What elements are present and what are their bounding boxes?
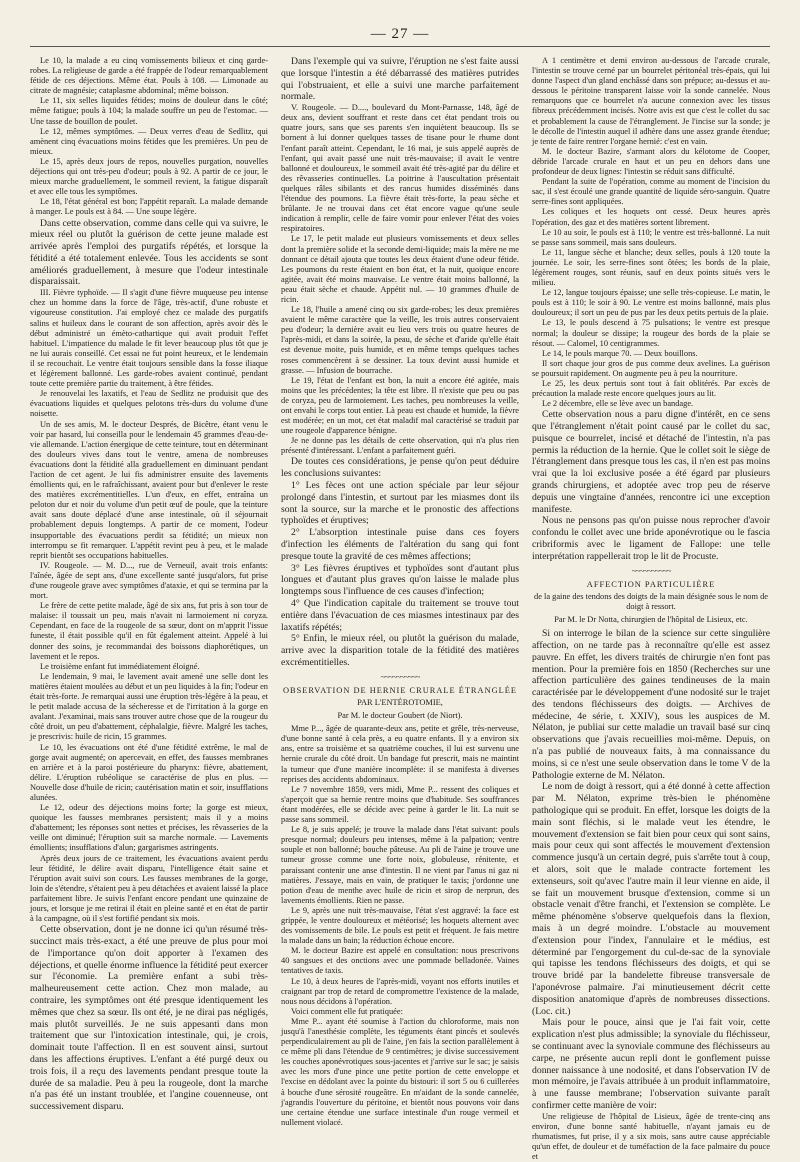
column-right bbox=[532, 56, 770, 1162]
paragraph: M. le docteur Bazire est appelé en consultation: nous prescrivons 40 sangsues et des onctions avec une pommade belladonée. Vaines tentatives de taxis. bbox=[281, 946, 519, 976]
section-heading: OBSERVATION DE HERNIE CRURALE ÉTRANGLÉE bbox=[282, 685, 518, 695]
paragraph: Les coliques et les hoquets ont cessé. Deux heures après l'opération, des gaz et des matières sortent librement. bbox=[532, 207, 770, 227]
paragraph: Une religieuse de l'hôpital de Lisieux, âgée de trente-cinq ans environ, d'une bonne santé habituelle, n'ayant jamais eu de rhumatismes, fut prise, il y a six mois, sans autre cause appréciable qu'un effet, de douleur et de tuméfaction de la face palmaire du pouce et bbox=[532, 1111, 770, 1162]
paragraph: Nous ne pensons pas qu'on puisse nous reprocher d'avoir confondu le collet avec une bride aponévrotique ou le fascia cribriformis avec le ligament de Fallope: une telle interprétation rappellerait trop le lit de Procuste. bbox=[532, 515, 770, 562]
paragraph: Le lendemain, 9 mai, le lavement avait amené une selle dont les matières étaient moulées au début et un peu liquides à la fin; l'odeur en était très-forte. Je remarquai aussi une éruption très-légère à la peau, et le petit malade accusa de la sécheresse et de l'irritation à la gorge en avalant. J'examinai, mais sans trouver autre chose que de la rougeur du côté droit, un peu d'abattement, céphalalgie, fièvre. Malgré les taches, je prescrivis: huile de ricin, 15 grammes. bbox=[30, 671, 268, 742]
section-byline: Par M. le Dr Notta, chirurgien de l'hôpital de Lisieux, etc. bbox=[554, 615, 748, 625]
paragraph: Le 10 au soir, le pouls est à 110; le ventre est très-ballonné. La nuit se passe sans sommeil, mais sans douleurs. bbox=[532, 227, 770, 247]
paragraph: Pendant la suite de l'opération, comme au moment de l'incision du sac, il s'est écoulé une grande quantité de liquide séro-sanguin. Quatre serre-fines sont appliquées. bbox=[532, 177, 770, 207]
page-header bbox=[0, 20, 800, 56]
section-byline: PAR L'ENTÉROTOMIE, bbox=[357, 698, 443, 707]
paragraph: Dans cette observation, comme dans celle qui va suivre, le mieux réel ou plutôt la guérison de cette jeune malade est arrivée après l'emploi des purgatifs répétés, et lorsque la fétidité a été totalement enlevée. Tous les accidents se sont améliorés graduellement, à mesure que l'odeur intestinale disparaissait. bbox=[30, 217, 268, 288]
page-number: — 27 — bbox=[370, 26, 430, 42]
paragraph: Le 10, à deux heures de l'après-midi, voyant nos efforts inutiles et craignant par trop de retard de compromettre l'existence de la malade, nous nous décidons à l'opération. bbox=[281, 976, 519, 1006]
paragraph: M. le docteur Bazire, s'armant alors du kélotome de Cooper, débride l'arcade crurale en haut et un peu en dehors dans une profondeur de deux lignes: l'intestin se réduit sans difficulté. bbox=[532, 146, 770, 177]
paragraph: Le 12, langue toujours épaisse; une selle très-copieuse. Le matin, le pouls est à 110; le soir à 90. Le ventre est moins ballonné, mais plus douloureux; il sort un peu de pus par les deux petits pertuis de la plaie. bbox=[532, 288, 770, 318]
paragraph: Le 18, l'état général est bon; l'appétit reparaît. La malade demande à manger. Le pouls est à 84. — Une soupe légère. bbox=[30, 197, 268, 217]
paragraph: Le 12, odeur des déjections moins forte; la gorge est mieux, quoique les fausses membranes persistent; mais il y a moins d'abattement; les réponses sont nettes et précises, les rêvasseries de la veille ont diminué; l'éruption suit sa marche normale. — Lavements émollients; insufflations d'alun; gargarismes astringents. bbox=[30, 803, 268, 853]
paragraph: Le 10, la malade a eu cinq vomissements bilieux et cinq garde-robes. La religieuse de garde a été frappée de l'odeur remarquablement fétide de ces déjections. Même état. Pouls à 108. — Limonade au citrate de magnésie; cataplasme abdominal; même boisson. bbox=[30, 56, 268, 96]
paragraph: Si on interroge le bilan de la science sur cette singulière affection, on ne tarde pas à reconnaître qu'elle est assez pauvre. En effet, les divers traités de chirurgie n'en font pas mention. Pour la première fois en 1850 (Recherches sur une affection particulière des gaines tendineuses de la main caractérisée par le développement d'une nodosité sur le trajet des tendons fléchisseurs des doigts. — Archives de médecine, 4e série, t. XXIV), sous les auspices de M. Nélaton, je publiai sur cette maladie un travail basé sur cinq observations que j'avais recueillies moi-même. Depuis, on n'a pas publié de nouveaux faits, à ma connaissance du moins, si ce n'est une seule observation dans le tome V de la Pathologie externe de M. Nélaton. bbox=[532, 628, 770, 781]
paragraph: Le 12, mêmes symptômes. — Deux verres d'eau de Sedlitz, qui amènent cinq évacuations moins fétides que les premières. Un peu de mieux. bbox=[30, 126, 268, 156]
paragraph: Cette observation, dont je ne donne ici qu'un résumé très-succinct mais très-exact, a été une preuve de plus pour moi de l'importance qu'on doit apporter à l'examen des déjections, et quelle énorme influence la fétidité peut exercer sur l'économie. La première enfant a subi très-malheureusement cette action. Chez mon malade, au contraire, les symptômes ont été presque identiquement les mêmes que chez sa sœur. Ils ont été, je ne dirai pas négligés, mais plutôt surveillés. Je ne suis appesanti dans mon traitement que sur l'intoxication intestinale, qui, je crois, dominait toute l'affection. Il en est souvent ainsi, surtout dans les affections éruptives. L'enfant a été purgé deux ou trois fois, il a reçu des lavements pendant presque toute la durée de sa maladie. Peu à peu la rougeole, dont la marche n'a pas été un instant troublée, et l'angine couenneuse, ont successivement disparu. bbox=[30, 924, 268, 1113]
paragraph: Le 14, le pouls marque 70. — Deux bouillons. bbox=[542, 348, 698, 358]
paragraph: Cette observation nous a paru digne d'intérêt, en ce sens que l'étranglement n'était point causé par le collet du sac, puisque ce bourrelet, incisé et détaché de l'intestin, n'a pas permis la réduction de la hernie. Que le collet soit le siège de l'étranglement dans presque tous les cas, il n'en est pas moins vrai que la loi exclusive posée a été égard par plusieurs grands chirurgiens, et adoptée avec trop peu de réserve depuis une vingtaine d'années, rencontre ici une exception manifeste. bbox=[532, 409, 770, 515]
paragraph: Un de ses amis, M. le docteur Després, de Bicêtre, étant venu le voir par hasard, lui conseilla pour le lendemain 45 grammes d'eau-de-vie allemande. L'action énergique de cette teinture, tout en déterminant des douleurs vives dans tout le ventre, amena de nombreuses évacuations dont la fétidité alla graduellement en diminuant pendant l'action de cet agent. Je lui fis administrer ensuite des lavements émollients qui, en le rafraîchissant, avaient pour but d'enlever le reste des matières excrémentitielles. L'un d'eux, en effet, entraîna un peloton dur et noir du volume d'un petit œuf de poule, que la teinture avait sans doute déplacé d'une anse intestinale, où il séjournait probablement depuis longtemps. A partir de ce moment, l'odeur insupportable des évacuations perdit sa fétidité; un mieux non interrompu se fit remarquer. L'appétit revint peu à peu, et le malade reprit bientôt ses occupations habituelles. bbox=[30, 419, 268, 560]
paragraph: Le troisième enfant fut immédiatement éloigné. bbox=[40, 661, 200, 671]
paragraph: Le 25, les deux pertuis sont tout à fait oblitérés. Par excès de précaution la malade reste encore quelques jours au lit. bbox=[532, 379, 770, 399]
paragraph: Il sort chaque jour gros de pus comme deux avelines. La guérison se poursuit rapidement. On augmente peu à peu la nourriture. bbox=[532, 358, 770, 378]
paragraph: A 1 centimètre et demi environ au-dessous de l'arcade crurale, l'intestin se trouve cerné par un bourrelet péritonéal très-épais, qui lui donne l'aspect d'un gland enchâssé dans son prépuce; au-dessus et au-dessous le péritoine transparent laisse voir la sonde cannelée. Nous remarquons que ce bourrelet n'a aucune connexion avec les tissus fibreux précédemment incisés. Notre avis est que c'est le collet du sac et probablement la cause de l'étranglement. Je l'incise sur la sonde; je le décolle de l'intestin auquel il adhère dans une assez grande étendue; je tente de faire rentrer l'organe hernié: c'est en vain. bbox=[532, 56, 770, 146]
text-columns bbox=[30, 56, 774, 1162]
paragraph: Le frère de cette petite malade, âgé de six ans, fut pris à son tour de malaise: il toussait un peu, mais n'avait ni larmoiement ni coryza. Cependant, en face de la rougeole de sa sœur, dont on m'apprit l'issue funeste, il était possible qu'il en fût également atteint. Appelé à lui donner des soins, je recommandai des boissons diaphorétiques, un lavement et le repos. bbox=[30, 601, 268, 661]
paragraph: Le 7 novembre 1859, vers midi, Mme P... ressent des coliques et s'aperçoit que sa hernie rentre moins que d'habitude. Ses souffrances étant modérées, elle se décide avec peine à garder le lit. La nuit se passe sans sommeil. bbox=[281, 784, 519, 825]
paragraph: Le 18, l'huile a amené cinq ou six garde-robes; les deux premières avaient le même caractère que la veille, les trois autres conservaient peu d'odeur; la dernière avait eu lieu vers trois ou quatre heures de l'après-midi, et dans la soirée, la peau, de sèche et d'aride qu'elle était est devenue moite, puis humide, et en même temps quelques taches roses commencèrent à se dessiner. La toux devint aussi humide et grasse. — Infusion de bourrache. bbox=[281, 305, 519, 375]
paragraph: Le 8, je suis appelé; je trouve la malade dans l'état suivant: pouls presque normal; douleurs peu intenses, même à la palpation; ventre souple et non ballonné; bouche pâteuse. Au pli de l'aine je trouve une tumeur grosse comme une forte noix, globuleuse, rénitente, et paraissant contenir une anse d'intestin. Il ne vient par l'anus ni gaz ni matières. J'essaye, mais en vain, de pratiquer le taxis; j'ordonne une potion d'eau de menthe avec huile de ricin et sirop de nerprun, des lavements émollients. Rien ne passe. bbox=[281, 825, 519, 905]
section-byline: Par M. le docteur Goubert (de Niort). bbox=[337, 711, 463, 721]
section-byline: de la gaine des tendons des doigts de la main désignée sous le nom de doigt à ressort. bbox=[534, 591, 768, 611]
paragraph: Le 10, les évacuations ont été d'une fétidité extrême, le mal de gorge avait augmenté; on apercevait, en effet, des fausses membranes en arrière et à la paroi postérieure du pharynx: fièvre, abattement, délire. L'éruption rubéolique se caractérise de plus en plus. — Nouvelle dose d'huile de ricin; cautérisation matin et soir, insufflations alunées. bbox=[30, 742, 268, 802]
paragraph: Le 17, le petit malade eut plusieurs vomissements et deux selles dont la première solide et la seconde demi-liquide; mais la mère ne me donnant ce détail ajouta que toutes les deux étaient d'une odeur fétide. Les poumons du reste étaient en bon état, et la nuit, quoique encore agitée, avait été moins mauvaise. Le ventre était moins ballonné, la peau était sèche et chaude. Appétit nul. — 10 grammes d'huile de ricin. bbox=[281, 234, 519, 304]
paragraph: 2° L'absorption intestinale puise dans ces foyers d'infection les éléments de l'altération du sang qui font presque toute la gravité de ces mêmes affections; bbox=[281, 527, 519, 562]
paragraph: Le 11, langue sèche et blanche; deux selles, pouls à 120 toute la journée. Le soir, les serre-fines sont ôtées; les bords de la plaie, légèrement rouges, sont réunis, sauf en deux points situés vers le milieu. bbox=[532, 247, 770, 288]
section-heading: AFFECTION PARTICULIÈRE bbox=[586, 579, 716, 589]
section-ornament: ~~~~~~~~~~ bbox=[631, 565, 671, 576]
column-middle bbox=[281, 56, 519, 1162]
paragraph: Le 19, l'état de l'enfant est bon, la nuit a encore été agitée, mais moins que les précédentes; la tête est libre. Il n'existe que peu ou pas de coryza, peu de larmoiement. Les taches, peu nombreuses la veille, ont envahi le corps tout entier. Là peau est chaude et humide, la fièvre est modérée; en un mot, cet état maladif mal caractérisé se traduit par une rougeole d'apparence bénigne. bbox=[281, 375, 519, 436]
paragraph: Le nom de doigt à ressort, qui a été donné à cette affection par M. Nélaton, exprime très-bien le phénomène pathologique qui se produit. En effet, lorsque les doigts de la main sont fléchis, si le malade veut les étendre, le mouvement d'extension se fait bien pour ceux qui sont sains, mais pour ceux qui sont affectés le mouvement d'extension commence jusqu'à un certain degré, puis s'arrête tout à coup, et alors, soit que le malade contracte fortement les extenseurs, soit qu'avec l'autre main il leur vienne en aide, il se fait un mouvement brusque d'extension, comme si un obstacle venait d'être franchi, et l'extension se complète. Le même phénomène s'observe quelquefois dans la flexion, mais à un degré moindre. L'obstacle au mouvement d'extension pour l'index, l'annulaire et le médius, est déterminé par l'engorgement du cul-de-sac de la synoviale qui tapisse les tendons fléchisseurs des doigts, et qui se trouve bridé par la bandelette fibreuse transversale de l'aponévrose palmaire. J'ai minutieusement décrit cette disposition anatomique d'après de nombreuses dissections. (Loc. cit.) bbox=[532, 781, 770, 1017]
paragraph: Je ne donne pas les détails de cette observation, qui n'a plus rien présenté d'intéressant. L'enfant a parfaitement guéri. bbox=[281, 436, 519, 456]
paragraph: 4° Que l'indication capitale du traitement se trouve tout entière dans l'évacuation de ces miasmes intestinaux par des laxatifs répétés; bbox=[281, 598, 519, 633]
paragraph: Mme P... ayant été soumise à l'action du chloroforme, mais non jusqu'à l'anesthésie complète, les téguments étant pincés et soulevés perpendiculairement au pli de l'aine, j'en fais la section parallèlement à ce même pli dans l'étendue de 9 centimètres; je divise successivement les couches aponévrotiques sous-jacentes et j'arrive sur le sac; je saisis avec les mors d'une pince une petite portion de cette enveloppe et l'excise en dédolant avec la pointe du bistouri: il sort 5 ou 6 cuillerées à bouche d'une sérosité rougeâtre. En m'aidant de la sonde cannelée, j'agrandis l'ouverture du péritoine, et bientôt nous pouvons voir dans une certaine étendue une surface intestinale d'un rouge vermeil et nullement violacé. bbox=[281, 1016, 519, 1127]
paragraph: Voici comment elle fut pratiquée: bbox=[291, 1006, 403, 1016]
paragraph: Mme P..., âgée de quarante-deux ans, petite et grêle, très-nerveuse, d'une bonne santé à cela près, a eu quatre enfants. Il y a environ six ans, entre sa troisième et sa quatrième couches, il lui est survenu une hernie crurale du côté droit. Un bandage fut prescrit, mais ne maintint la tumeur que d'une manière incomplète: il se manifesta à diverses reprises des accidents abdominaux. bbox=[281, 724, 519, 784]
paragraph: III. Fièvre typhoïde. — Il s'agit d'une fièvre muqueuse peu intense chez un homme dans la force de l'âge, très-actif, d'une robuste et vigoureuse constitution. J'ai employé chez ce malade des purgatifs salins et huileux dans le courant de son affection, après avoir dès le début administré un émèto-cathartique qui avait produit l'effet habituel. L'impatience du malade le fit lever beaucoup plus tôt que je ne lui aurais conseillé. Cet essai ne fut point heureux, et le lendemain il se recouchait. Le ventre était toujours sensible dans la fosse iliaque et légèrement ballonné. Les garde-robes avaient continué, pendant toute cette première partie du traitement, à être fétides. bbox=[30, 288, 268, 389]
paragraph: Le 2 décembre, elle se lève avec un bandage. bbox=[542, 399, 694, 409]
paragraph: 1° Les fèces ont une action spéciale par leur séjour prolongé dans l'intestin, et surtout par les miasmes dont ils sont la source, sur la marche et le pronostic des affections typhoïdes et éruptives; bbox=[281, 480, 519, 527]
paragraph: 5° Enfin, le mieux réel, ou plutôt la guérison du malade, arrive avec la disparition totale de la fétidité des matières excrémentitielles. bbox=[281, 633, 519, 669]
paragraph: Le 13, le pouls descend à 75 pulsations; le ventre est presque normal; la douleur se dissipe; la rougeur des bords de la plaie se résout. — Calomel, 10 centigrammes. bbox=[532, 318, 770, 348]
paragraph: 3° Les fièvres éruptives et typhoïdes sont d'autant plus longues et d'autant plus graves qu'on laisse le malade plus longtemps sous l'influence de ces causes d'infection; bbox=[281, 562, 519, 598]
paragraph: Le 15, après deux jours de repos, nouvelles purgation, nouvelles déjections qui ont très-peu d'odeur; pouls à 92. A partir de ce jour, le mieux marche graduellement, le sommeil revient, la fatigue disparaît et avec elle tous les symptômes. bbox=[30, 156, 268, 197]
header-rule bbox=[30, 46, 770, 47]
column-left bbox=[30, 56, 268, 1162]
paragraph: Je renouvelai les laxatifs, et l'eau de Sedlitz ne produisit que des évacuations liquides et quelques pelotons très-durs du volume d'une noisette. bbox=[30, 389, 268, 419]
paragraph: Le 11, six selles liquides fétides; moins de douleur dans le côté; même fatigue; pouls à 104; la malade souffre un peu de l'estomac. — Une tasse de bouillon de poulet. bbox=[30, 96, 268, 126]
paragraph: V. Rougeole. — D...., boulevard du Mont-Parnasse, 148, âgé de deux ans, devient souffrant et reste dans cet état pendant trois ou quatre jours, sans que ses parents s'en inquiètent beaucoup. Ils se bornent à lui donner quelques tasses de tisane pour le rhume dont l'enfant paraît atteint. Cependant, le 16 mai, je suis appelé auprès de l'enfant, qui avait passé une nuit très-mauvaise; il avait le ventre ballonné et douloureux, le sommeil avait été très-agité par du délire et des rêvasseries continuelles. La poitrine à l'auscultation présentait quelques râles sibilants et des rancus humides disséminés dans l'étendue des poumons. La fièvre était très-forte, la peau sèche et brûlante. Je ne trouvai dans cet état encore vague qu'une seule indication à remplir, celle de faire vomir pour enlever l'état des voies respiratoires. bbox=[281, 103, 519, 234]
paragraph: IV. Rougeole. — M. D..., rue de Verneuil, avait trois enfants: l'aînée, âgée de sept ans, d'une excellente santé jusqu'alors, fut prise d'une rougeole grave avec symptômes d'ataxie, et qui se termina par la mort. bbox=[30, 560, 268, 601]
paragraph: Le 9, après une nuit très-mauvaise, l'état s'est aggravé: la face est grippée, le ventre douloureux et météorisé; les hoquets alternent avec des vomissements de bile. Le pouls est petit et fréquent. Je fais mettre la malade dans un bain; la réduction échoue encore. bbox=[281, 905, 519, 946]
paragraph: Après deux jours de ce traitement, les évacuations avaient perdu leur fétidité, le délire avait disparu, l'intelligence était saine et l'éruption avait suivi son cours. Les fausses membranes de la gorge, loin de s'étendre, s'étaient peu à peu détachées et avaient laissé la place parfaitement libre. Je suivis l'enfant encore pendant une quinzaine de jours, et lorsque je me retirai il était en pleine santé et en état de partir à la campagne, où il s'est fortifié pendant six mois. bbox=[30, 853, 268, 924]
paragraph: De toutes ces considérations, je pense qu'on peut déduire les conclusions suivantes: bbox=[281, 456, 519, 480]
paragraph: Dans l'exemple qui va suivre, l'éruption ne s'est faite aussi que lorsque l'intestin a été débarrassé des matières putrides qui l'obstruaient, et elle a suivi une marche parfaitement normale. bbox=[281, 56, 519, 103]
paragraph: Mais pour le pouce, ainsi que je l'ai fait voir, cette explication n'est plus admissible; la synoviale du fléchisseur, se continuant avec la synoviale commune des fléchisseurs au carpe, ne présente aucun repli dont le gonflement puisse donner naissance à une nodosité, et dans l'observation IV de mon mémoire, je l'avais attribuée à un produit inflammatoire, à une fausse membrane; l'observation suivante paraît confirmer cette manière de voir: bbox=[532, 1017, 770, 1111]
section-ornament: ~~~~~~~~~~ bbox=[380, 671, 420, 682]
